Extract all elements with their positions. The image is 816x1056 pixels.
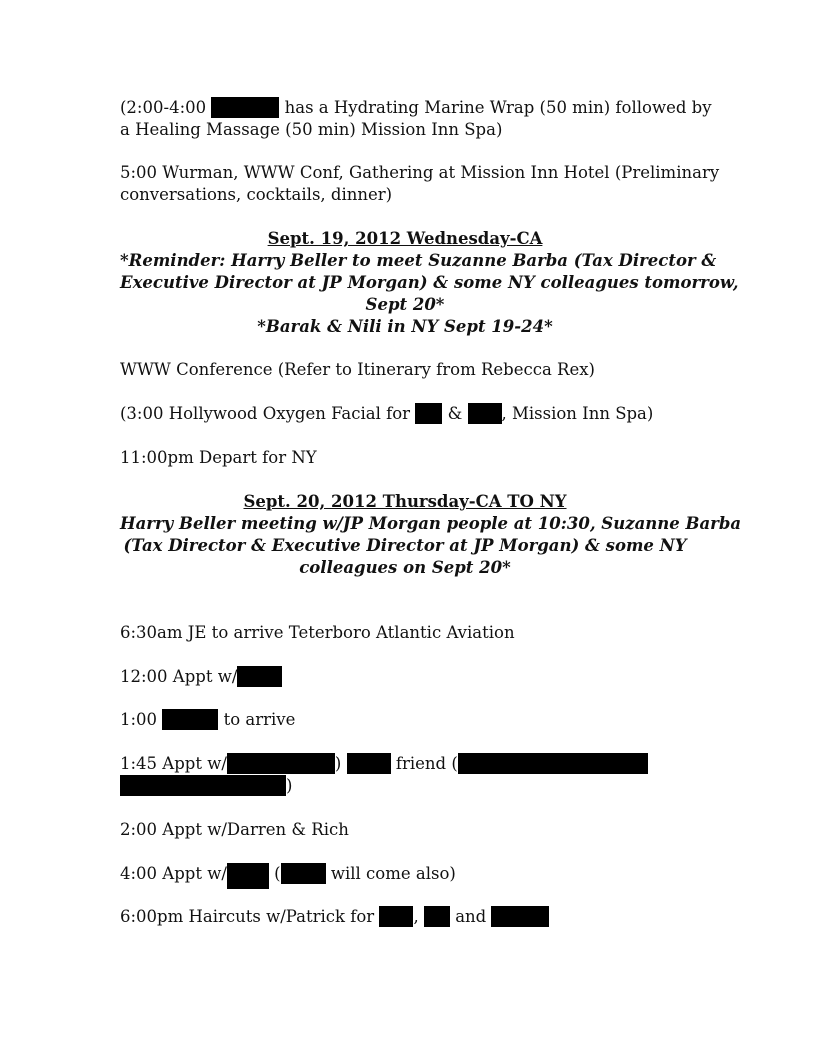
entry-text: 12:00 Appt w/ bbox=[120, 667, 238, 686]
entry-text: 6:30am JE to arrive Teterboro Atlantic Aviation bbox=[120, 623, 515, 642]
entry-text: has a Hydrating Marine Wrap (50 min) followed by bbox=[284, 98, 712, 117]
sept19-heading: Sept. 19, 2012 Wednesday-CA bbox=[267, 229, 543, 248]
entry-text: 11:00pm Depart for NY bbox=[120, 448, 317, 467]
entry-text: 1:00 bbox=[120, 710, 158, 729]
entry-text: ) bbox=[286, 776, 293, 795]
wurman-entry-line2 bbox=[120, 184, 392, 206]
appt-200-entry bbox=[120, 819, 349, 841]
entry-text: & bbox=[447, 404, 463, 423]
entry-text: a Healing Massage (50 min) Mission Inn Spa) bbox=[120, 120, 503, 139]
sept19-reminder-line3: Sept 20* bbox=[365, 295, 445, 314]
spa-wrap-entry-line1 bbox=[120, 97, 712, 119]
redaction-box bbox=[347, 753, 391, 774]
redaction-box bbox=[415, 403, 442, 424]
redaction-box bbox=[227, 753, 335, 774]
entry-text: friend ( bbox=[395, 754, 458, 773]
teterboro-entry bbox=[120, 622, 515, 644]
depart-entry bbox=[120, 447, 317, 469]
entry-text: will come also) bbox=[330, 864, 456, 883]
redaction-box bbox=[211, 97, 279, 118]
redaction-box bbox=[379, 906, 413, 927]
appt-1200-entry bbox=[120, 666, 282, 688]
arrive-100-entry bbox=[120, 709, 295, 731]
entry-text: 2:00 Appt w/Darren & Rich bbox=[120, 820, 349, 839]
entry-text: ( bbox=[274, 864, 281, 883]
redaction-box bbox=[120, 775, 286, 796]
redaction-box bbox=[227, 863, 269, 889]
entry-text: (3:00 Hollywood Oxygen Facial for bbox=[120, 404, 411, 423]
redaction-box bbox=[424, 906, 450, 927]
entry-text: 5:00 Wurman, WWW Conf, Gathering at Mission Inn Hotel (Preliminary bbox=[120, 163, 720, 182]
sept19-reminder-line2: Executive Director at JP Morgan) & some NY colleagues tomorrow, bbox=[120, 273, 739, 292]
www-conference-entry bbox=[120, 359, 595, 381]
sept20-heading: Sept. 20, 2012 Thursday-CA TO NY bbox=[243, 492, 567, 511]
redaction-box bbox=[491, 906, 549, 927]
redaction-box bbox=[468, 403, 502, 424]
sept20-note-line1: Harry Beller meeting w/JP Morgan people at 10:30, Suzanne Barba bbox=[120, 514, 742, 533]
appt-145-entry-line2 bbox=[120, 775, 292, 797]
redaction-box bbox=[458, 753, 648, 774]
entry-text: (2:00-4:00 bbox=[120, 98, 207, 117]
entry-text: and bbox=[455, 907, 487, 926]
redaction-box bbox=[237, 666, 282, 687]
redaction-box bbox=[162, 709, 218, 730]
entry-text: 6:00pm Haircuts w/Patrick for bbox=[120, 907, 375, 926]
appt-400-entry bbox=[120, 863, 456, 889]
haircut-entry bbox=[120, 906, 549, 928]
sept19-reminder-line1: *Reminder: Harry Beller to meet Suzanne Barba (Tax Director & bbox=[120, 251, 717, 270]
entry-text: WWW Conference (Refer to Itinerary from Rebecca Rex) bbox=[120, 360, 595, 379]
appt-145-entry-line1 bbox=[120, 753, 648, 775]
sept20-note-line3: colleagues on Sept 20* bbox=[299, 558, 511, 577]
entry-text: , bbox=[413, 907, 419, 926]
entry-text: to arrive bbox=[223, 710, 296, 729]
entry-text: , Mission Inn Spa) bbox=[501, 404, 654, 423]
spa-wrap-entry-line2 bbox=[120, 119, 502, 141]
sept19-reminder-line4: *Barak & Nili in NY Sept 19-24* bbox=[257, 317, 553, 336]
facial-entry bbox=[120, 403, 653, 425]
wurman-entry-line1 bbox=[120, 162, 719, 184]
entry-text: 4:00 Appt w/ bbox=[120, 864, 227, 883]
entry-text: 1:45 Appt w/ bbox=[120, 754, 227, 773]
entry-text: ) bbox=[334, 754, 342, 773]
sept20-note-line2: (Tax Director & Executive Director at JP Morgan) & some NY bbox=[123, 536, 687, 555]
redaction-box bbox=[281, 863, 326, 884]
entry-text: conversations, cocktails, dinner) bbox=[120, 185, 393, 204]
